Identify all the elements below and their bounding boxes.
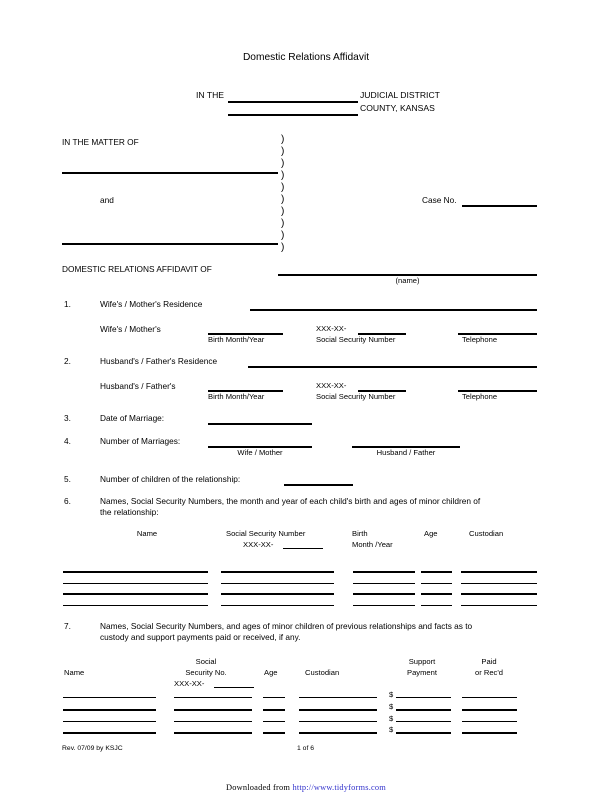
affidavit-of-label: DOMESTIC RELATIONS AFFIDAVIT OF <box>62 264 212 274</box>
item-5-text: Number of children of the relationship: <box>100 474 241 484</box>
table6-row-name[interactable] <box>63 571 208 573</box>
and-label: and <box>100 195 114 205</box>
item-7-text-line2: custody and support payments paid or received, if any. <box>100 632 301 642</box>
item-2-phone-caption: Telephone <box>462 392 498 401</box>
table7-header-ssn-line2: Security No. <box>185 668 227 677</box>
item-2-text: Husband's / Father's Residence <box>100 356 218 366</box>
item-1-ssn-prefix: XXX-XX- <box>316 324 347 333</box>
table7-row-custodian[interactable] <box>299 721 377 722</box>
caption-paren: ) <box>281 242 285 253</box>
table6-row-age[interactable] <box>421 571 452 573</box>
in-the-matter-of-label: IN THE MATTER OF <box>62 137 139 147</box>
table7-row-age[interactable] <box>263 697 285 698</box>
table7-row-support[interactable] <box>396 732 451 734</box>
download-watermark <box>0 777 612 792</box>
item-4-wife-caption: Wife / Mother <box>237 448 283 457</box>
caption-paren: ) <box>281 146 285 157</box>
table7-row-name[interactable] <box>63 697 156 698</box>
table7-row-paid[interactable] <box>462 732 517 734</box>
item-2-ssn-prefix: XXX-XX- <box>316 381 347 390</box>
table7-row-paid[interactable] <box>462 709 517 711</box>
item-1-birth-caption: Birth Month/Year <box>208 335 265 344</box>
table6-header-ssn-prefix: XXX-XX- <box>243 540 274 549</box>
table6-header-age: Age <box>424 529 438 538</box>
item-4-husband-caption: Husband / Father <box>376 448 436 457</box>
item-2-ssn-caption: Social Security Number <box>316 392 396 401</box>
table7-row-ssn[interactable] <box>174 721 252 722</box>
table6-header-ssn: Social Security Number <box>226 529 306 538</box>
item-2-number: 2. <box>64 356 71 366</box>
table7-row-name[interactable] <box>63 709 156 711</box>
table6-header-birth-line2: Month /Year <box>352 540 393 549</box>
table6-row-ssn[interactable] <box>221 583 334 584</box>
table7-header-custodian: Custodian <box>305 668 340 677</box>
caption-paren: ) <box>281 194 285 205</box>
table6-row-birth[interactable] <box>353 571 415 573</box>
item-7-text-line1: Names, Social Security Numbers, and ages of minor children of previous relationships and facts as to <box>100 621 473 631</box>
case-no-blank[interactable] <box>462 205 537 207</box>
table7-dollar-sign: $ <box>389 714 394 723</box>
table6-header-birth-line1: Birth <box>352 529 368 538</box>
item-1-ssn-caption: Social Security Number <box>316 335 396 344</box>
county-blank[interactable] <box>228 114 358 116</box>
table7-row-custodian[interactable] <box>299 697 377 698</box>
name-caption: (name) <box>395 276 420 285</box>
table7-dollar-sign: $ <box>389 702 394 711</box>
table6-row-name[interactable] <box>63 583 208 584</box>
table7-row-ssn[interactable] <box>174 697 252 698</box>
item-6-number: 6. <box>64 496 71 506</box>
table7-row-age[interactable] <box>263 732 285 734</box>
table7-dollar-sign: $ <box>389 725 394 734</box>
caption-paren: ) <box>281 158 285 169</box>
table6-row-age[interactable] <box>421 593 452 595</box>
table7-dollar-sign: $ <box>389 690 394 699</box>
table6-row-name[interactable] <box>63 593 208 595</box>
item-7-number: 7. <box>64 621 71 631</box>
table6-row-birth[interactable] <box>353 593 415 595</box>
table6-row-name[interactable] <box>63 605 208 606</box>
table6-row-birth[interactable] <box>353 605 415 606</box>
table7-row-ssn[interactable] <box>174 732 252 734</box>
table7-row-age[interactable] <box>263 721 285 722</box>
item-2-birth-caption: Birth Month/Year <box>208 392 265 401</box>
table6-row-custodian[interactable] <box>461 605 537 606</box>
table7-header-support-line2: Payment <box>407 668 437 677</box>
table7-header-support-line1: Support <box>408 657 436 666</box>
item-5-number: 5. <box>64 474 71 484</box>
watermark-url[interactable]: http://www.tidyforms.com <box>292 783 387 792</box>
item-4-text: Number of Marriages: <box>100 436 181 446</box>
table7-row-name[interactable] <box>63 732 156 734</box>
item-1-phone-caption: Telephone <box>462 335 498 344</box>
party-blank-2[interactable] <box>62 243 278 245</box>
table6-row-custodian[interactable] <box>461 571 537 573</box>
caption-paren: ) <box>281 182 285 193</box>
table6-ssn-prefix-blank[interactable] <box>283 548 323 549</box>
table6-row-ssn[interactable] <box>221 593 334 595</box>
table7-row-custodian[interactable] <box>299 732 377 734</box>
item-6-text-line1: Names, Social Security Numbers, the month and year of each child's birth and ages of minor children of <box>100 496 481 506</box>
table6-row-ssn[interactable] <box>221 605 334 606</box>
party-blank-1[interactable] <box>62 172 278 174</box>
item-5-count-blank[interactable] <box>284 484 353 486</box>
table7-header-name: Name <box>64 668 85 677</box>
judicial-district-label: JUDICIAL DISTRICT <box>360 90 440 100</box>
table7-header-paid-line2: or Rec'd <box>474 668 504 677</box>
item-1-sub-label: Wife's / Mother's <box>100 324 161 334</box>
in-the-label: IN THE <box>196 90 225 100</box>
table7-row-paid[interactable] <box>462 721 517 722</box>
table6-row-age[interactable] <box>421 583 452 584</box>
caption-paren: ) <box>281 206 285 217</box>
judicial-district-blank[interactable] <box>228 101 358 103</box>
page-title: Domestic Relations Affidavit <box>242 52 370 63</box>
item-3-date-blank[interactable] <box>208 423 312 425</box>
item-3-text: Date of Marriage: <box>100 413 165 423</box>
table7-ssn-prefix-blank[interactable] <box>214 687 254 688</box>
item-2-sub-label: Husband's / Father's <box>100 381 176 391</box>
table7-header-age: Age <box>264 668 278 677</box>
item-1-residence-blank[interactable] <box>250 309 537 311</box>
watermark-prefix: Downloaded from <box>225 783 293 792</box>
table7-row-paid[interactable] <box>462 697 517 698</box>
footer-revision: Rev. 07/09 by KSJC <box>62 745 123 752</box>
table7-row-support[interactable] <box>396 697 451 698</box>
item-6-text-line2: the relationship: <box>100 507 159 517</box>
table7-header-ssn-line1: Social <box>195 657 217 666</box>
table7-row-ssn[interactable] <box>174 709 252 711</box>
county-state-label: COUNTY, KANSAS <box>360 103 435 113</box>
caption-paren: ) <box>281 170 285 181</box>
case-no-label: Case No. <box>422 195 457 205</box>
item-2-residence-blank[interactable] <box>248 366 537 368</box>
table6-row-ssn[interactable] <box>221 571 334 573</box>
table6-row-birth[interactable] <box>353 583 415 584</box>
caption-paren: ) <box>281 230 285 241</box>
caption-paren: ) <box>281 218 285 229</box>
caption-paren: ) <box>281 134 285 145</box>
item-3-number: 3. <box>64 413 71 423</box>
table6-row-custodian[interactable] <box>461 583 537 584</box>
table7-row-support[interactable] <box>396 721 451 722</box>
footer-page-number: 1 of 6 <box>297 745 315 752</box>
table7-row-custodian[interactable] <box>299 709 377 711</box>
item-1-text: Wife's / Mother's Residence <box>100 299 203 309</box>
table7-row-support[interactable] <box>396 709 451 711</box>
table6-header-custodian: Custodian <box>469 529 504 538</box>
item-4-number: 4. <box>64 436 71 446</box>
table7-row-age[interactable] <box>263 709 285 711</box>
table6-header-name: Name <box>136 529 158 538</box>
table6-row-age[interactable] <box>421 605 452 606</box>
table7-header-ssn-prefix: XXX-XX- <box>174 679 205 688</box>
item-1-number: 1. <box>64 299 71 309</box>
table7-header-paid-line1: Paid <box>481 657 497 666</box>
table7-row-name[interactable] <box>63 721 156 722</box>
table6-row-custodian[interactable] <box>461 593 537 595</box>
